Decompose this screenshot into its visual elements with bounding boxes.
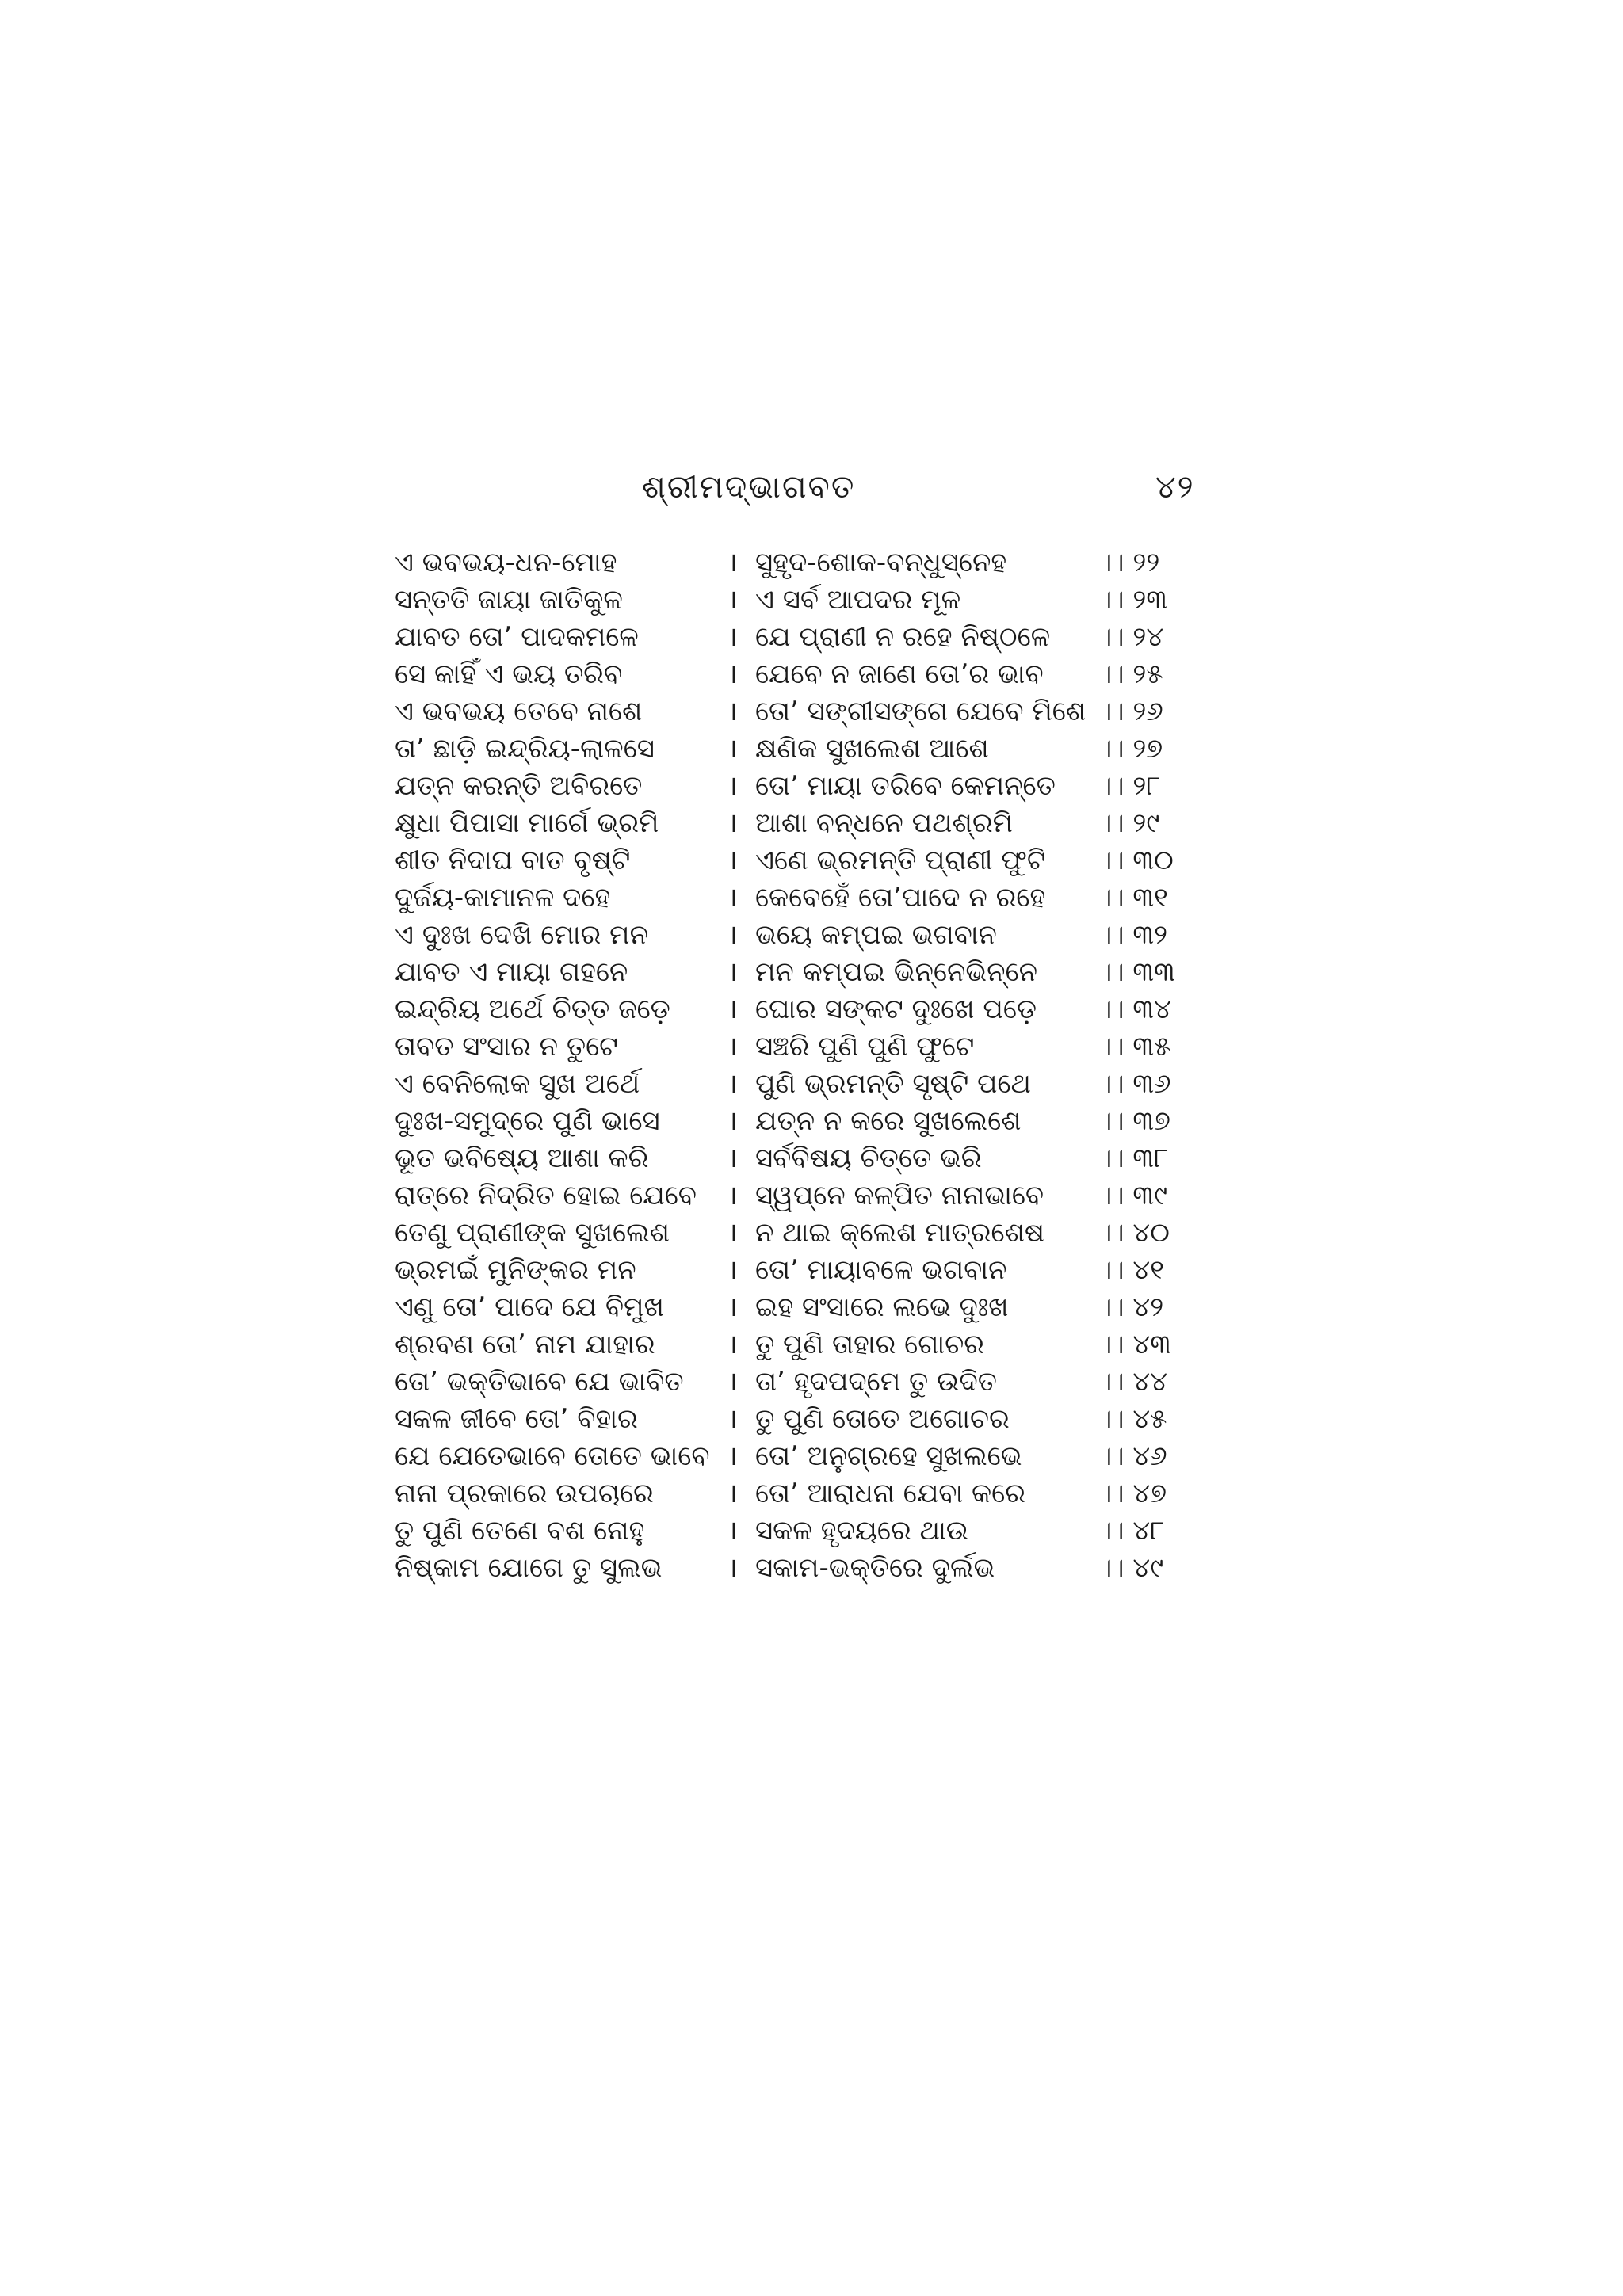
verse-number: ।। ୩୯: [1100, 1180, 1168, 1211]
verse-first-half: ନିଷ୍କାମ ଯୋଗେ ତୁ ସୁଲଭ: [395, 1552, 663, 1584]
verse-number: ।। ୪୯: [1100, 1552, 1164, 1584]
verse-second-half: ମନ କମ୍ପଇ ଭିନ୍ନେଭିନ୍ନେ: [755, 956, 1038, 988]
verse-first-half: ଭୂତ ଭବିଷ୍ୟେ ଆଶା କରି: [395, 1142, 649, 1174]
verse-line: [395, 845, 1235, 876]
verse-separator: ।: [727, 1068, 738, 1100]
verse-number: ।। ୪୬: [1100, 1440, 1167, 1472]
verse-line: [395, 1366, 1235, 1398]
verse-second-half: କ୍ଷଣିକ ସୁଖଲେଶ ଆଶେ: [755, 733, 989, 765]
verse-second-half: ଇହ ସଂସାରେ ଲଭେ ଦୁଃଖ: [755, 1291, 1009, 1323]
verse-second-half: ଏ ସର୍ବ ଆପଦର ମୂଳ: [755, 584, 961, 616]
verse-line: [395, 1440, 1235, 1472]
verse-separator: ।: [727, 1515, 738, 1547]
verse-number: ।। ୨୯: [1100, 807, 1160, 839]
verse-number: ।। ୩୮: [1100, 1142, 1168, 1174]
verse-separator: ।: [727, 845, 738, 876]
verse-separator: ।: [727, 1291, 738, 1323]
verse-number: ।। ୪୪: [1100, 1366, 1167, 1398]
verse-separator: ।: [727, 547, 738, 578]
verse-separator: ।: [727, 1478, 738, 1509]
verse-second-half: ସକଳ ହୃଦୟରେ ଥାଉ: [755, 1515, 969, 1547]
verse-number: ।। ୪୦: [1100, 1217, 1170, 1249]
verse-second-half: ତୋ’ ଅନୁଗ୍ରହେ ସୁଖଲଭେ: [755, 1440, 1022, 1472]
verse-line: [395, 733, 1235, 765]
verse-line: [395, 1291, 1235, 1323]
verse-first-half: ତୁ ପୁଣି ତେଣେ ବଶ ନୋହୁ: [395, 1515, 645, 1547]
verse-line: [395, 1180, 1235, 1211]
verse-second-half: ସୁହୃଦ-ଶୋକ-ବନ୍ଧୁସ୍ନେହ: [755, 547, 1007, 578]
verse-second-half: ସର୍ବବିଷୟ ଚିତ୍ତେ ଭରି: [755, 1142, 982, 1174]
verse-number: ।। ୨୪: [1100, 621, 1164, 653]
verse-number: ।। ୩୨: [1100, 919, 1168, 951]
verse-line: [395, 1068, 1235, 1100]
verse-separator: ।: [727, 621, 738, 653]
verse-separator: ।: [727, 882, 738, 913]
verse-number: ।। ୪୨: [1100, 1291, 1164, 1323]
verse-first-half: ସକଳ ଜୀବେ ତୋ’ ବିହାର: [395, 1403, 638, 1435]
verse-line: [395, 770, 1235, 802]
verse-number: ।। ୩୦: [1100, 845, 1174, 876]
verse-number: ।। ୪୫: [1100, 1403, 1167, 1435]
verse-number: ।। ୨୮: [1100, 770, 1161, 802]
verse-second-half: ତା’ ହୃଦପଦ୍ମେ ତୁ ଉଦିତ: [755, 1366, 997, 1398]
verse-line: [395, 1403, 1235, 1435]
verse-separator: ।: [727, 1217, 738, 1249]
verse-line: [395, 1105, 1235, 1137]
verse-first-half: ଦୁର୍ଜୟ-କାମାନଳ ଦହେ: [395, 882, 611, 913]
verse-second-half: ଯେ ପ୍ରାଣୀ ନ ରହେ ନିଷ୍ଠଳେ: [755, 621, 1051, 653]
verse-second-half: ସକାମ-ଭକ୍ତିରେ ଦୁର୍ଲଭ: [755, 1552, 995, 1584]
verse-line: [395, 621, 1235, 653]
verse-line: [395, 658, 1235, 690]
verse-first-half: ଏ ବେନିଲୋକ ସୁଖ ଅର୍ଥେ: [395, 1068, 640, 1100]
verse-number: ।। ୪୮: [1100, 1515, 1164, 1547]
verse-first-half: ତୋ’ ଭକ୍ତିଭାବେ ଯେ ଭାବିତ: [395, 1366, 684, 1398]
verse-line: [395, 994, 1235, 1025]
verse-separator: ।: [727, 1329, 738, 1360]
verse-line: [395, 1142, 1235, 1174]
verse-second-half: ତୁ ପୁଣି ତାହାର ଗୋଚର: [755, 1329, 985, 1360]
verse-number: ।। ୪୭: [1100, 1478, 1167, 1509]
verse-first-half: ଏ ଦୁଃଖ ଦେଖି ମୋର ମନ: [395, 919, 648, 951]
verse-first-half: ସନ୍ତତି ଜାୟା ଜାତିକୁଳ: [395, 584, 623, 616]
verse-line: [395, 807, 1235, 839]
verse-separator: ।: [727, 1552, 738, 1584]
verse-first-half: ନାନା ପ୍ରକାରେ ଉପଚାରେ: [395, 1478, 654, 1509]
verse-first-half: କ୍ଷୁଧା ପିପାସା ମାର୍ଗେ ଭ୍ରମି: [395, 807, 659, 839]
verse-separator: ।: [727, 658, 738, 690]
verse-number: ।। ୪୧: [1100, 1254, 1164, 1286]
verse-number: ।। ୩୩: [1100, 956, 1175, 988]
verse-first-half: ଶୀତ ନିଦାଘ ବାତ ବୃଷ୍ଟି: [395, 845, 631, 876]
verse-separator: ।: [727, 1440, 738, 1472]
verse-number: ।। ୪୩: [1100, 1329, 1171, 1360]
verse-first-half: ଦୁଃଖ-ସମୁଦ୍ରେ ପୁଣି ଭାସେ: [395, 1105, 660, 1137]
verse-second-half: ଯେବେ ନ ଜାଣେ ତୋ’ର ଭାବ: [755, 658, 1044, 690]
verse-list: [395, 547, 1235, 1584]
verse-first-half: ତେଣୁ ପ୍ରାଣୀଙ୍କ ସୁଖଲେଶ: [395, 1217, 670, 1249]
verse-first-half: ଯାବତ ଏ ମାୟା ଗହନେ: [395, 956, 628, 988]
verse-separator: ।: [727, 1254, 738, 1286]
verse-number: ।। ୨୭: [1100, 733, 1163, 765]
verse-second-half: ସ୍ୱପ୍ନେ କଳ୍ପିତ ନାନାଭାବେ: [755, 1180, 1044, 1211]
verse-first-half: ଇନ୍ଦ୍ରିୟ ଅର୍ଥେ ଚିତ୍ତ ଜଡ଼େ: [395, 994, 670, 1025]
verse-first-half: ଭ୍ରମଇଁ ମୁନିଙ୍କର ମନ: [395, 1254, 636, 1286]
verse-line: [395, 584, 1235, 616]
verse-first-half: ଏ ଭବଭୟ ତେବେ ନାଶେ: [395, 696, 643, 727]
verse-separator: ।: [727, 956, 738, 988]
verse-second-half: ତୋ’ ଆରାଧନା ଯେବା କରେ: [755, 1478, 1025, 1509]
verse-first-half: ତା’ ଛାଡ଼ି ଇନ୍ଦ୍ରିୟ-ଲାଳସେ: [395, 733, 655, 765]
verse-separator: ।: [727, 1105, 738, 1137]
verse-number: ।। ୩୬: [1100, 1068, 1171, 1100]
verse-second-half: କେବେହେଁ ତୋ’ପାଦେ ନ ରହେ: [755, 882, 1046, 913]
verse-separator: ।: [727, 1180, 738, 1211]
verse-number: ।। ୩୪: [1100, 994, 1171, 1025]
verse-number: ।। ୨୩: [1100, 584, 1168, 616]
verse-line: [395, 1515, 1235, 1547]
verse-second-half: ତୋ’ ମାୟା ତରିବେ କେମନ୍ତେ: [755, 770, 1056, 802]
page-number: ୪୨: [1155, 469, 1195, 505]
verse-separator: ।: [727, 696, 738, 727]
verse-line: [395, 1478, 1235, 1509]
verse-separator: ।: [727, 1403, 738, 1435]
verse-line: [395, 956, 1235, 988]
verse-second-half: ଆଶା ବନ୍ଧନେ ପଥଶ୍ରମି: [755, 807, 1014, 839]
verse-separator: ।: [727, 584, 738, 616]
verse-second-half: ତୋ’ ମାୟାବଳେ ଭଗବାନ: [755, 1254, 1007, 1286]
verse-first-half: ଯେ ଯେତେଭାବେ ତୋତେ ଭାବେ: [395, 1440, 710, 1472]
verse-first-half: ରାତ୍ରେ ନିଦ୍ରିତ ହୋଇ ଯେବେ: [395, 1180, 697, 1211]
verse-first-half: ଯାବତ ତୋ’ ପାଦକମଳେ: [395, 621, 639, 653]
verse-separator: ।: [727, 994, 738, 1025]
verse-number: ।। ୨୫: [1100, 658, 1163, 690]
verse-second-half: ନ ଥାଇ କ୍ଲେଶ ମାତ୍ରଶେଷ: [755, 1217, 1044, 1249]
verse-second-half: ପୁଣି ଭ୍ରମନ୍ତି ସୃଷ୍ଟି ପଥେ: [755, 1068, 1031, 1100]
verse-separator: ।: [727, 733, 738, 765]
verse-first-half: ଶ୍ରବଣ ତୋ’ ନାମ ଯାହାର: [395, 1329, 655, 1360]
verse-line: [395, 882, 1235, 913]
verse-second-half: ଏଣେ ଭ୍ରମନ୍ତି ପ୍ରାଣୀ ଫୁଟି: [755, 845, 1046, 876]
verse-number: ।। ୩୭: [1100, 1105, 1170, 1137]
verse-separator: ।: [727, 919, 738, 951]
verse-line: [395, 1217, 1235, 1249]
verse-second-half: ଘୋର ସଙ୍କଟ ଦୁଃଖେ ପଡ଼େ: [755, 994, 1037, 1025]
verse-separator: ।: [727, 1366, 738, 1398]
verse-second-half: ସଞ୍ଚରି ପୁଣି ପୁଣି ଫୁଟେ: [755, 1031, 975, 1062]
verse-line: [395, 696, 1235, 727]
verse-separator: ।: [727, 1031, 738, 1062]
verse-line: [395, 1329, 1235, 1360]
verse-number: ।। ୨୨: [1100, 547, 1160, 578]
verse-first-half: ଏଣୁ ତୋ’ ପାଦେ ଯେ ବିମୁଖ: [395, 1291, 664, 1323]
running-head-title: ଶ୍ରୀମଦ୍ଭାଗବତ: [642, 469, 856, 505]
verse-first-half: ସେ କାହିଁ ଏ ଭୟ ତରିବ: [395, 658, 623, 690]
verse-separator: ।: [727, 807, 738, 839]
verse-line: [395, 919, 1235, 951]
verse-first-half: ଯତ୍ନ କରନ୍ତି ଅବିରତେ: [395, 770, 643, 802]
verse-line: [395, 547, 1235, 578]
verse-separator: ।: [727, 1142, 738, 1174]
verse-line: [395, 1031, 1235, 1062]
verse-separator: ।: [727, 770, 738, 802]
verse-number: ।। ୩୧: [1100, 882, 1168, 913]
verse-first-half: ତାବତ ସଂସାର ନ ତୁଟେ: [395, 1031, 618, 1062]
verse-second-half: ତୁ ପୁଣି ତୋତେ ଅଗୋଚର: [755, 1403, 1010, 1435]
verse-second-half: ଭୟେ କମ୍ପଇ ଭଗବାନ: [755, 919, 997, 951]
verse-second-half: ଯତ୍ନ ନ କରେ ସୁଖଲେଶେ: [755, 1105, 1022, 1137]
verse-number: ।। ୨୬: [1100, 696, 1163, 727]
verse-second-half: ତୋ’ ସଙ୍ଗୀସଙ୍ଗେ ଯେବେ ମିଶେ: [755, 696, 1086, 727]
verse-line: [395, 1552, 1235, 1584]
verse-number: ।। ୩୫: [1100, 1031, 1171, 1062]
verse-first-half: ଏ ଭବଭୟ-ଧନ-ମୋହ: [395, 547, 617, 578]
verse-line: [395, 1254, 1235, 1286]
